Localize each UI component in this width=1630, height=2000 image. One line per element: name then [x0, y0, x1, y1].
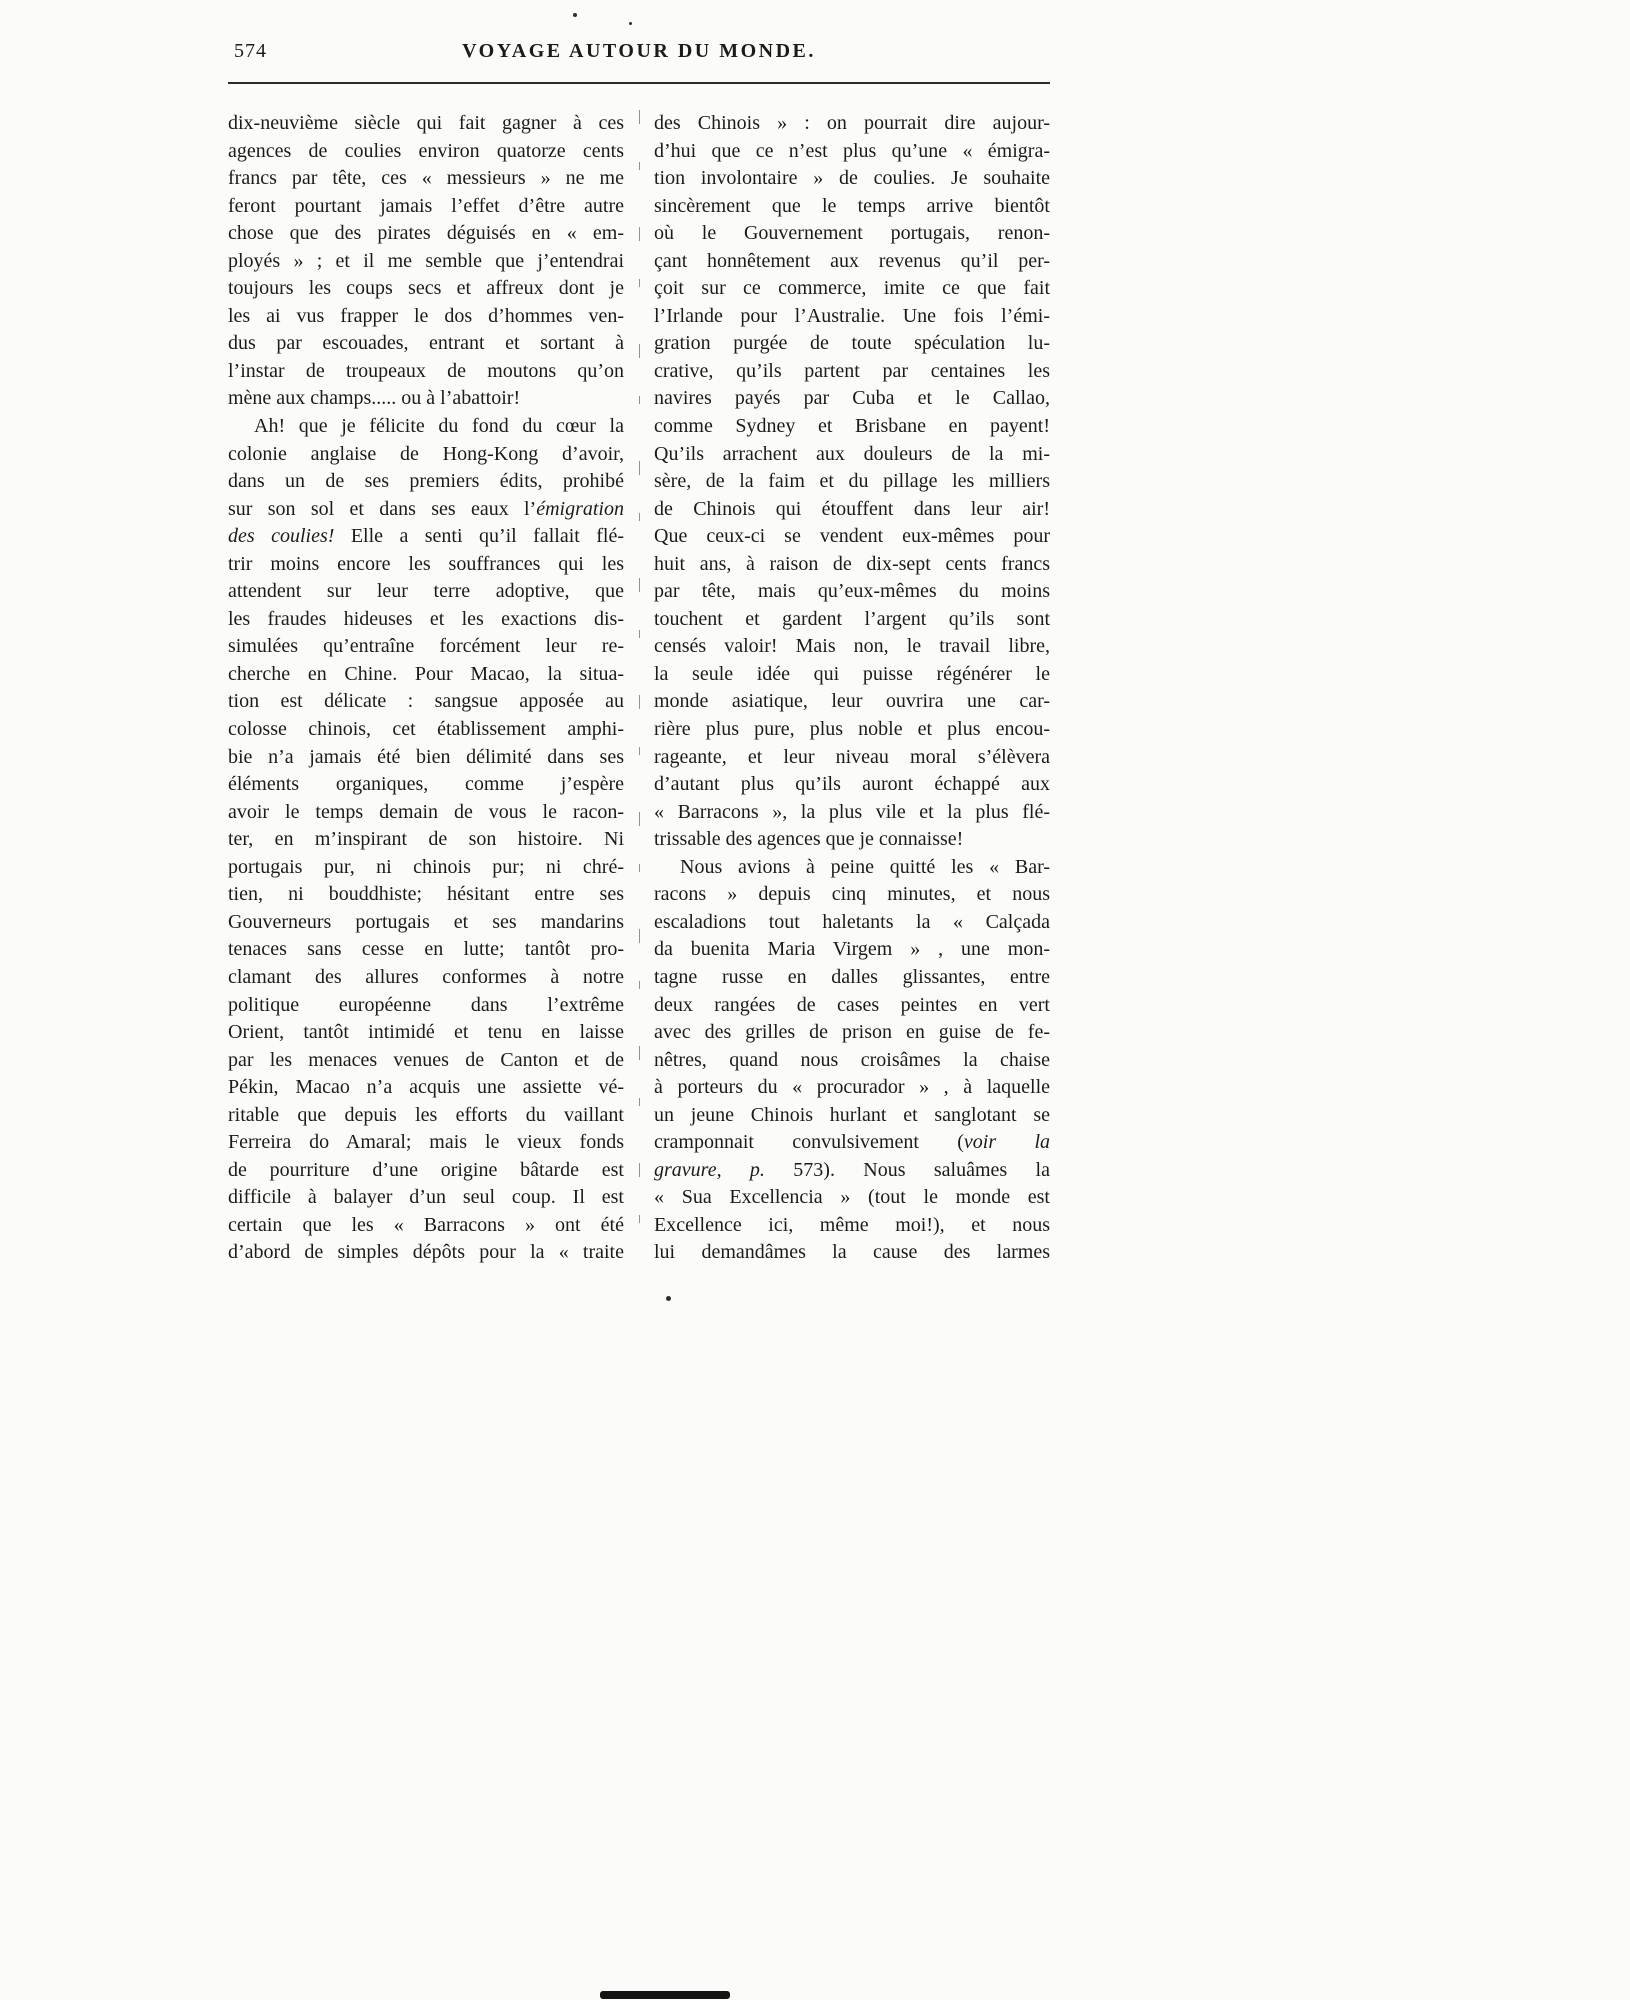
text-line: touchent et gardent l’argent qu’ils sont [654, 607, 1050, 630]
text-line: portugais pur, ni chinois pur; ni chré- [228, 855, 624, 878]
running-title: VOYAGE AUTOUR DU MONDE. [462, 40, 816, 62]
text-line: dans un de ses premiers édits, prohibé [228, 470, 624, 493]
text-line: d’abord de simples dépôts pour la « traite [228, 1241, 624, 1264]
text-line: colosse chinois, cet établissement amphi- [228, 718, 624, 741]
text-line: difficile à balayer d’un seul coup. Il est [228, 1186, 624, 1209]
text-line: politique européenne dans l’extrême [228, 993, 624, 1016]
text-line: çoit sur ce commerce, imite ce que fait [654, 277, 1050, 300]
text-line: colonie anglaise de Hong-Kong d’avoir, [228, 442, 624, 465]
text-line: attendent sur leur terre adoptive, que [228, 580, 624, 603]
text-line: mène aux champs..... ou à l’abattoir! [228, 387, 521, 410]
text-line: par les menaces venues de Canton et de [228, 1048, 624, 1071]
text-line: racons » depuis cinq minutes, et nous [654, 883, 1050, 906]
text-line: avec des grilles de prison en guise de fe- [654, 1021, 1050, 1044]
text-line: Nous avions à peine quitté les « Bar- [680, 855, 1050, 878]
text-line: ployés » ; et il me semble que j’entendrai [228, 249, 624, 272]
text-line: tion involontaire » de coulies. Je souhaite [654, 167, 1050, 190]
column-rule [639, 110, 640, 1267]
text-line: sincèrement que le temps arrive bientôt [654, 194, 1050, 217]
text-line: gravure, p. 573). Nous saluâmes la [654, 1158, 1050, 1181]
text-line: nêtres, quand nous croisâmes la chaise [654, 1048, 1050, 1071]
text-line: gration purgée de toute spéculation lu- [654, 332, 1050, 355]
text-line: da buenita Maria Virgem » , une mon- [654, 938, 1050, 961]
text-line: d’autant plus qu’ils auront échappé aux [654, 773, 1050, 796]
text-line: Que ceux-ci se vendent eux-mêmes pour [654, 525, 1050, 548]
text-line: ter, en m’inspirant de son histoire. Ni [228, 828, 624, 851]
text-line: Ah! que je félicite du fond du cœur la [254, 415, 624, 438]
text-line: des coulies! Elle a senti qu’il fallait flé- [228, 525, 624, 548]
text-line: escaladions tout haletants la « Calçada [654, 910, 1050, 933]
text-line: trir moins encore les souffrances qui les [228, 552, 624, 575]
text-line: de pourriture d’une origine bâtarde est [228, 1158, 624, 1181]
text-line: Pékin, Macao n’a acquis une assiette vé- [228, 1076, 624, 1099]
text-line: Gouverneurs portugais et ses mandarins [228, 910, 624, 933]
text-line: Ferreira do Amaral; mais le vieux fonds [228, 1131, 624, 1154]
text-line: tion est délicate : sangsue apposée au [228, 690, 624, 713]
text-line: l’Irlande pour l’Australie. Une fois l’émi- [654, 304, 1050, 327]
scan-artifact [600, 1991, 730, 1999]
text-line: où le Gouvernement portugais, renon- [654, 222, 1050, 245]
text-line: rageante, et leur niveau moral s’élèvera [654, 745, 1050, 768]
text-line: les ai vus frapper le dos d’hommes ven- [228, 304, 624, 327]
text-line: crative, qu’ils partent par centaines les [654, 359, 1050, 382]
text-line: huit ans, à raison de dix-sept cents francs [654, 552, 1050, 575]
text-line: simulées qu’entraîne forcément leur re- [228, 635, 624, 658]
header-rule [228, 82, 1050, 84]
text-line: comme Sydney et Brisbane en payent! [654, 415, 1050, 438]
text-line: ritable que depuis les efforts du vaillant [228, 1103, 624, 1126]
right-column [654, 110, 1050, 1267]
page-number: 574 [234, 40, 267, 62]
text-line: sur son sol et dans ses eaux l’émigration [228, 497, 624, 520]
text-line: l’instar de troupeaux de moutons qu’on [228, 359, 624, 382]
text-line: cramponnait convulsivement (voir la [654, 1131, 1050, 1154]
text-line: par tête, mais qu’eux-mêmes du moins [654, 580, 1050, 603]
text-line: éléments organiques, comme j’espère [228, 773, 624, 796]
text-line: un jeune Chinois hurlant et sanglotant se [654, 1103, 1050, 1126]
text-line: agences de coulies environ quatorze cents [228, 139, 624, 162]
text-line: les fraudes hideuses et les exactions dis- [228, 607, 624, 630]
text-line: deux rangées de cases peintes en vert [654, 993, 1050, 1016]
text-line: çant honnêtement aux revenus qu’il per- [654, 249, 1050, 272]
text-line: bie n’a jamais été bien délimité dans ses [228, 745, 624, 768]
text-line: d’hui que ce n’est plus qu’une « émigra- [654, 139, 1050, 162]
text-line: trissable des agences que je connaisse! [654, 828, 964, 851]
ink-speck [629, 22, 632, 25]
text-line: tenaces sans cesse en lutte; tantôt pro- [228, 938, 624, 961]
text-line: tien, ni bouddhiste; hésitant entre ses [228, 883, 624, 906]
text-line: de Chinois qui étouffent dans leur air! [654, 497, 1050, 520]
text-line: dus par escouades, entrant et sortant à [228, 332, 624, 355]
text-line: lui demandâmes la cause des larmes [654, 1241, 1050, 1264]
page-header [228, 40, 1050, 68]
text-line: Orient, tantôt intimidé et tenu en laisse [228, 1021, 624, 1044]
text-columns [228, 110, 1050, 1267]
text-line: certain que les « Barracons » ont été [228, 1213, 624, 1236]
text-line: feront pourtant jamais l’effet d’être autre [228, 194, 624, 217]
text-line: navires payés par Cuba et le Callao, [654, 387, 1050, 410]
text-line: tagne russe en dalles glissantes, entre [654, 965, 1050, 988]
text-line: à porteurs du « procurador » , à laquelle [654, 1076, 1050, 1099]
ink-speck [573, 13, 577, 17]
text-line: la seule idée qui puisse régénérer le [654, 662, 1050, 685]
book-page [228, 0, 1050, 1267]
text-line: francs par tête, ces « messieurs » ne me [228, 167, 624, 190]
text-line: monde asiatique, leur ouvrira une car- [654, 690, 1050, 713]
text-line: « Barracons », la plus vile et la plus flé- [654, 800, 1050, 823]
text-line: dix-neuvième siècle qui fait gagner à ces [228, 112, 624, 134]
text-line: des Chinois » : on pourrait dire aujour- [654, 112, 1050, 134]
column-gap [624, 110, 654, 1267]
text-line: cherche en Chine. Pour Macao, la situa- [228, 662, 624, 685]
text-line: rière plus pure, plus noble et plus encou- [654, 718, 1050, 741]
text-line: clamant des allures conformes à notre [228, 965, 624, 988]
ink-speck [666, 1296, 671, 1301]
text-line: censés valoir! Mais non, le travail libre, [654, 635, 1050, 658]
text-line: chose que des pirates déguisés en « em- [228, 222, 624, 245]
text-line: sère, de la faim et du pillage les milliers [654, 470, 1050, 493]
left-column [228, 110, 624, 1267]
text-line: Excellence ici, même moi!), et nous [654, 1213, 1050, 1236]
text-line: Qu’ils arrachent aux douleurs de la mi- [654, 442, 1050, 465]
text-line: « Sua Excellencia » (tout le monde est [654, 1186, 1050, 1209]
text-line: avoir le temps demain de vous le racon- [228, 800, 624, 823]
text-line: toujours les coups secs et affreux dont je [228, 277, 624, 300]
